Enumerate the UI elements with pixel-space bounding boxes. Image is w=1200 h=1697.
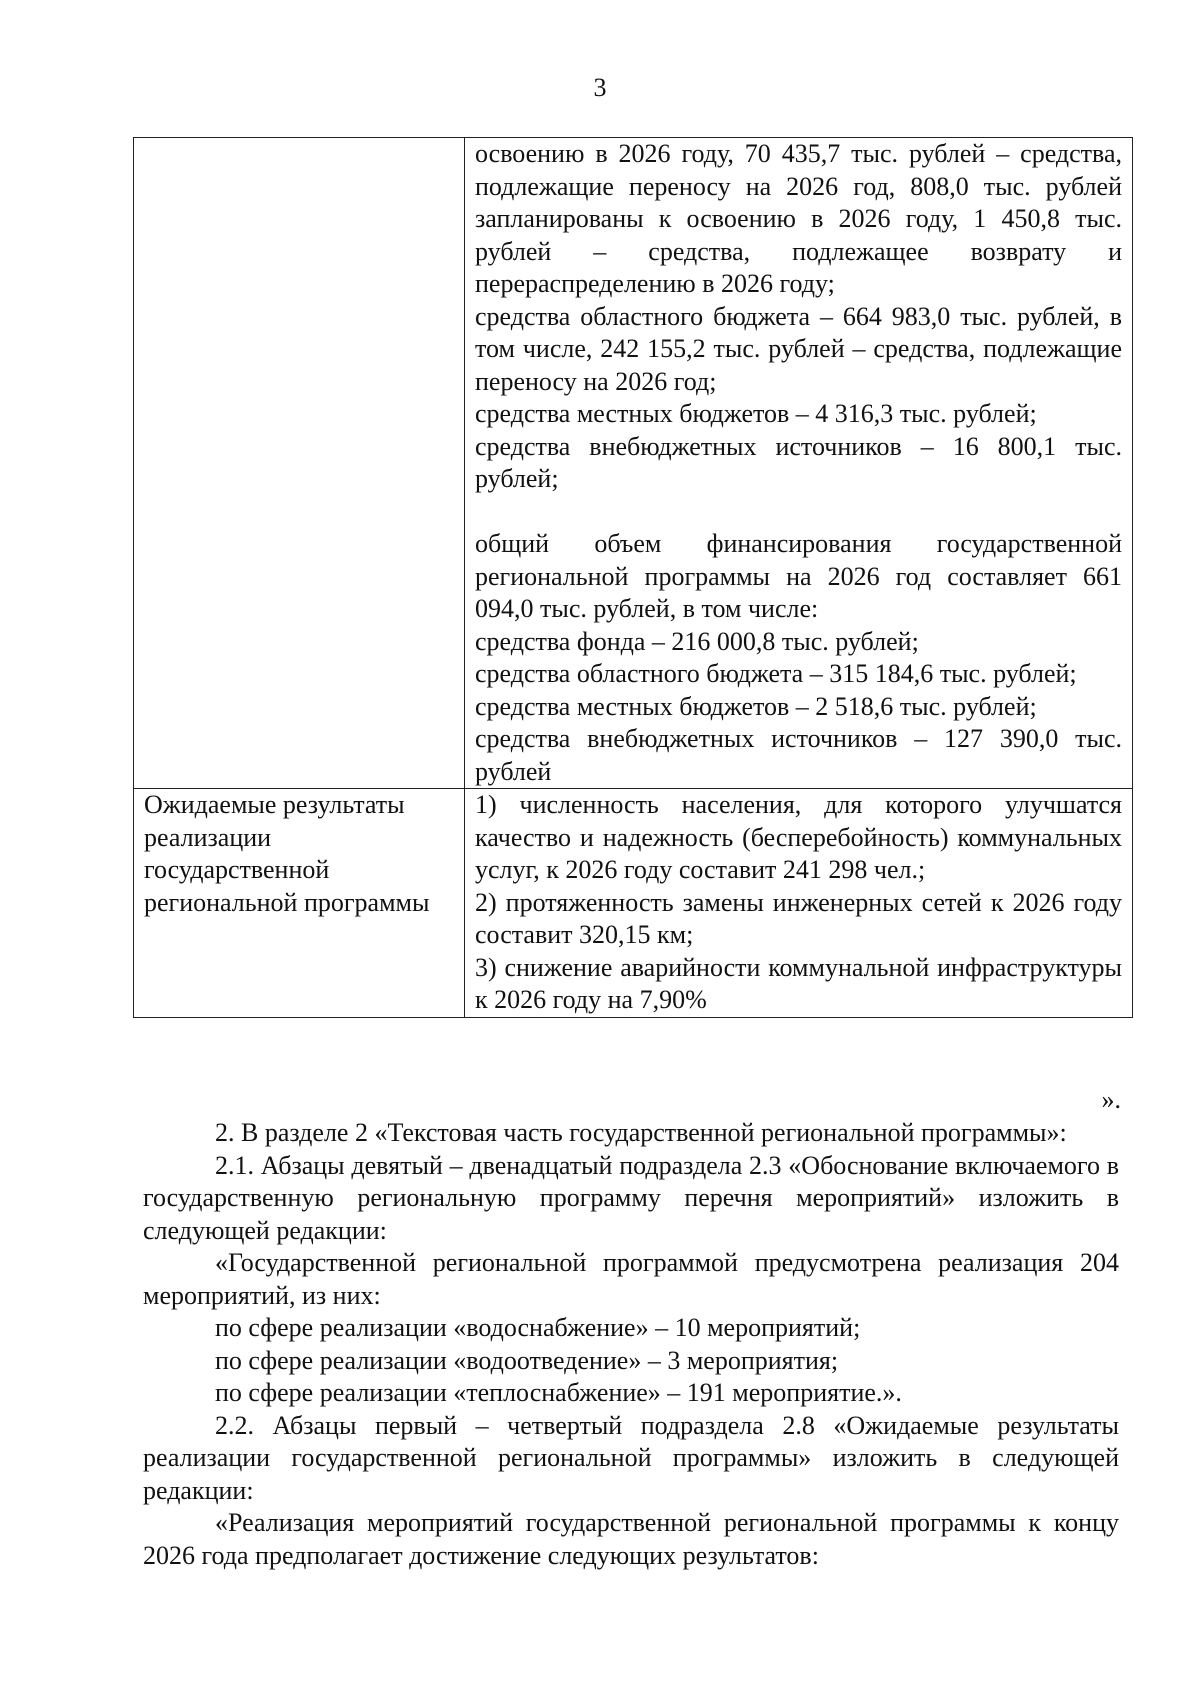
funding-paragraph: средства областного бюджета – 315 184,6 тыс. рублей; — [475, 659, 1077, 688]
results-label: Ожидаемые результаты реализации государственной региональной программы — [144, 790, 430, 917]
funding-paragraph: средства внебюджетных источников – 127 390,0 тыс. рублей — [475, 724, 1122, 786]
table-row-funding — [134, 138, 1133, 789]
result-item: 2) протяженность замены инженерных сетей к 2026 году составит 320,15 км; — [475, 887, 1122, 949]
body-paragraph: по сфере реализации «водоотведение» – 3 мероприятия; — [215, 1345, 839, 1375]
body-paragraph: 2. В разделе 2 «Текстовая часть государственной региональной программы»: — [215, 1118, 1067, 1147]
document-body — [143, 1117, 1119, 1572]
funding-paragraph: освоению в 2026 году, 70 435,7 тыс. рублей – средства, подлежащие переносу на 2026 год, 808,0 тыс. рублей запланированы к освоению в 2026 году, 1 450,8 тыс. рублей – средства, подлежащее возврату и перераспределению в 2026 году; — [475, 139, 1122, 298]
table-cell-funding-label — [134, 138, 465, 789]
page-number: 3 — [593, 73, 607, 102]
funding-paragraph: средства фонда – 216 000,8 тыс. рублей; — [475, 626, 919, 656]
body-paragraph: «Государственной региональной программой предусмотрена реализация 204 мероприятий, из них: — [143, 1248, 1119, 1310]
funding-paragraph: средства областного бюджета – 664 983,0 тыс. рублей, в том числе, 242 155,2 тыс. рублей – средства, подлежащие переносу на 2026 год; — [475, 301, 1122, 396]
table-cell-funding-details — [465, 138, 1133, 789]
program-passport-table — [133, 137, 1133, 1018]
body-paragraph: 2.2. Абзацы первый – четвертый подраздела 2.8 «Ожидаемые результаты реализации государственной региональной программы» изложить в следующей редакции: — [143, 1410, 1119, 1505]
body-paragraph: по сфере реализации «водоснабжение» – 10 мероприятий; — [215, 1313, 861, 1342]
funding-paragraph: средства местных бюджетов – 4 316,3 тыс. рублей; — [475, 399, 1037, 428]
funding-paragraph: средства внебюджетных источников – 16 800,1 тыс. рублей; — [475, 431, 1122, 493]
body-paragraph: 2.1. Абзацы девятый – двенадцатый подраздела 2.3 «Обоснование включаемого в государственную региональную программу перечня мероприятий» изложить в следующей редакции: — [143, 1150, 1119, 1245]
funding-paragraph: средства местных бюджетов – 2 518,6 тыс. рублей; — [475, 691, 1037, 721]
table-cell-results-details — [465, 789, 1133, 1018]
body-paragraph: «Реализация мероприятий государственной региональной программы к концу 2026 года предполагает достижение следующих результатов: — [143, 1508, 1119, 1570]
closing-quote: ». — [1101, 1085, 1121, 1114]
funding-paragraph: общий объем финансирования государственной региональной программы на 2026 год составляет 661 094,0 тыс. рублей, в том числе: — [475, 529, 1122, 623]
body-paragraph: по сфере реализации «теплоснабжение» – 191 мероприятие.». — [215, 1378, 902, 1407]
result-item: 3) снижение аварийности коммунальной инфраструктуры к 2026 году на 7,90% — [475, 952, 1122, 1014]
result-item: 1) численность населения, для которого улучшатся качество и надежность (бесперебойность) коммунальных услуг, к 2026 году составит 241 298 чел.; — [475, 790, 1122, 884]
table-cell-results-label — [134, 789, 465, 1018]
paragraph-spacer — [475, 496, 1122, 529]
table-row-results — [134, 789, 1133, 1018]
